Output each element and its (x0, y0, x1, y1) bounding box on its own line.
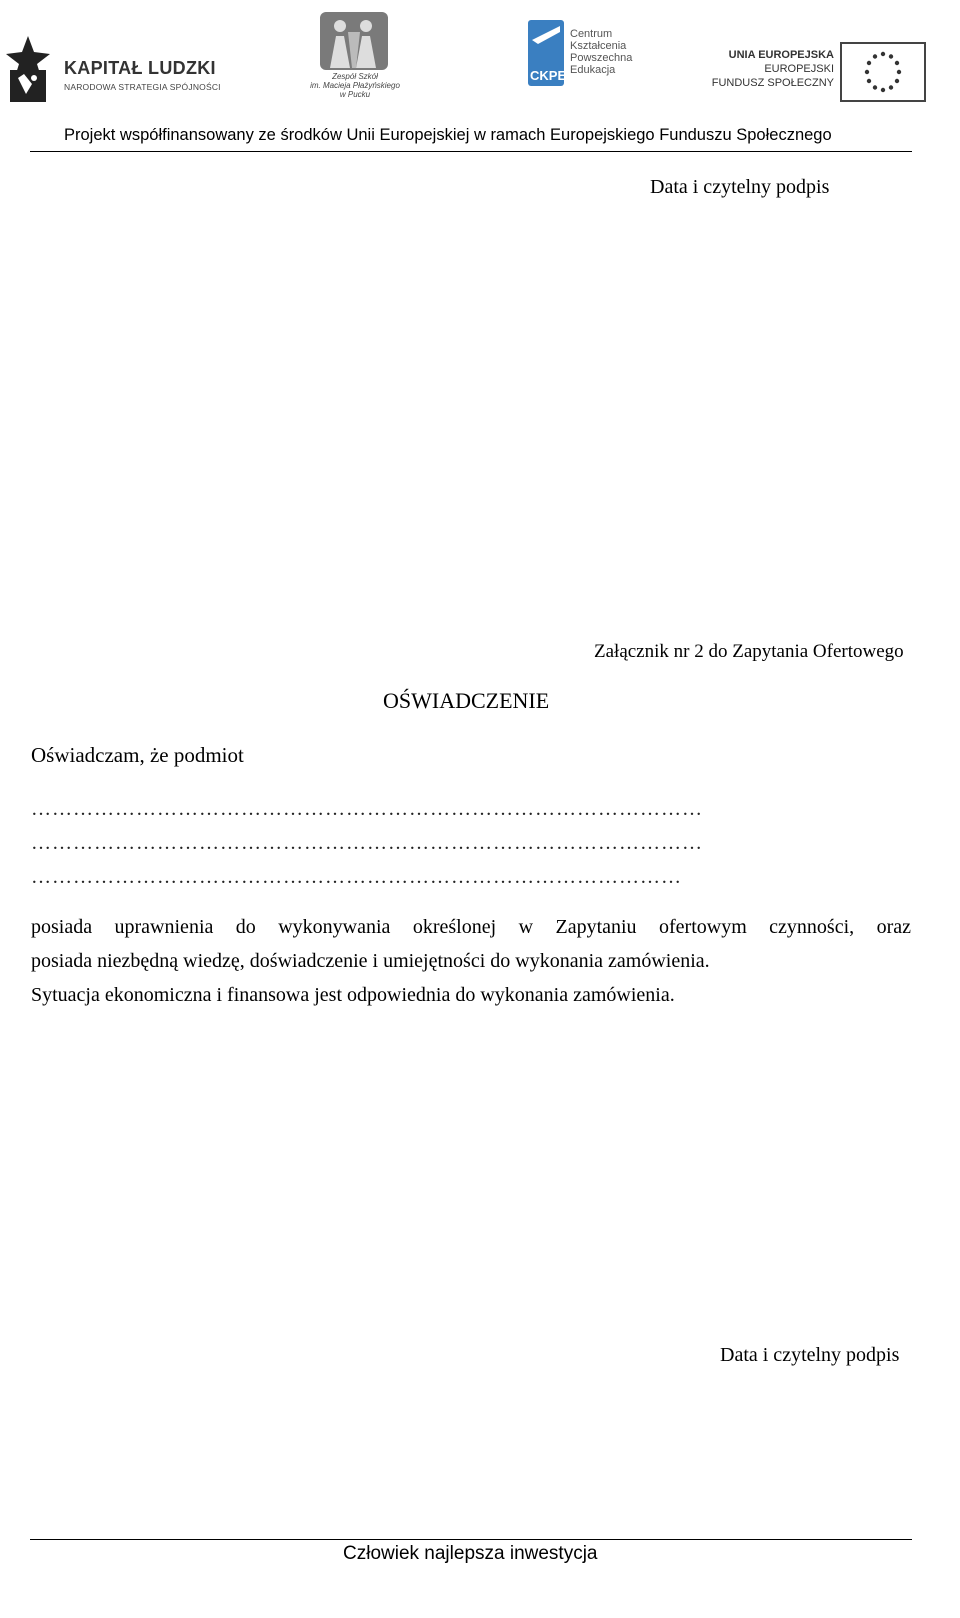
attachment-label: Załącznik nr 2 do Zapytania Ofertowego (594, 641, 904, 662)
ckpe-badge: CKPE (530, 68, 567, 83)
fill-in-line-1: …………………………………………………………………………………… (31, 798, 703, 820)
ue-line-1: UNIA EUROPEJSKA (728, 49, 834, 61)
footer-caption: Człowiek najlepsza inwestycja (343, 1543, 598, 1564)
kapital-ludzki-title: KAPITAŁ LUDZKI (64, 58, 216, 78)
school-name-block (298, 72, 412, 99)
signature-label-top: Data i czytelny podpis (650, 176, 830, 198)
ckpe-line-3: Powszechna (570, 52, 633, 64)
footer-divider (30, 1539, 912, 1540)
logo-zespol-szkol (298, 12, 412, 112)
school-name-line-3: w Pucku (339, 90, 371, 99)
paragraph-line-3: Sytuacja ekonomiczna i finansowa jest odpowiednia do wykonania zamówienia. (31, 984, 675, 1006)
eu-flag-icon (840, 42, 926, 102)
header-caption: Projekt współfinansowany ze środków Unii Europejskiej w ramach Europejskiego Funduszu Społecznego (64, 126, 832, 144)
fill-in-line-3: ………………………………………………………………………………… (31, 866, 682, 888)
ckpe-name-block (570, 28, 632, 76)
ue-line-2: EUROPEJSKI (764, 63, 834, 75)
school-name-line-1: Zespół Szkół (332, 72, 378, 81)
ue-name-block (684, 48, 834, 90)
header-divider (30, 151, 912, 152)
kapital-ludzki-emblem-icon (4, 34, 52, 106)
kapital-ludzki-subtitle: NARODOWA STRATEGIA SPÓJNOŚCI (64, 82, 221, 92)
ckpe-line-1: Centrum (570, 28, 613, 40)
ckpe-line-2: Kształcenia (570, 40, 627, 52)
logo-unia-europejska (700, 40, 930, 104)
fill-in-line-2: …………………………………………………………………………………… (31, 832, 703, 854)
paragraph-line-1: posiada uprawnienia do wykonywania określonej w Zapytaniu ofertowym czynności, oraz (31, 916, 911, 938)
paragraph-line-2: posiada niezbędną wiedzę, doświadczenie i umiejętności do wykonania zamówienia. (31, 950, 710, 972)
signature-label-bottom: Data i czytelny podpis (720, 1344, 900, 1366)
declaration-intro: Oświadczam, że podmiot (31, 743, 244, 767)
school-emblem-icon (320, 12, 388, 70)
logo-kapital-ludzki (4, 30, 224, 110)
logo-ckpe (526, 18, 646, 90)
document-title: OŚWIADCZENIE (383, 688, 550, 713)
school-name-line-2: im. Macieja Płażyńskiego (310, 81, 400, 90)
declaration-paragraph (31, 910, 911, 1012)
ckpe-line-4: Edukacja (570, 64, 616, 76)
ue-line-3: FUNDUSZ SPOŁECZNY (711, 77, 834, 89)
